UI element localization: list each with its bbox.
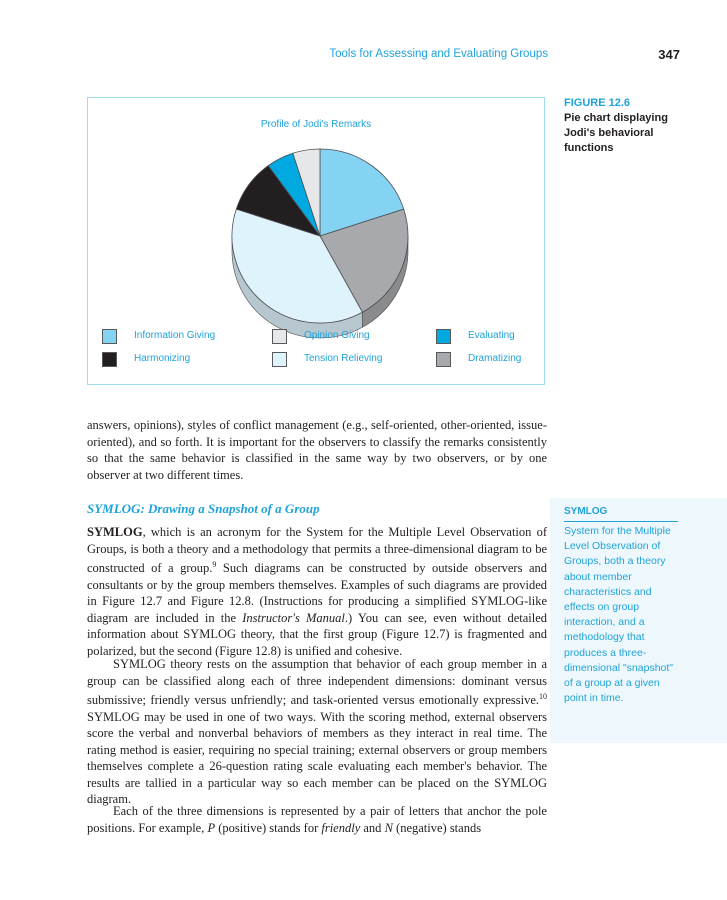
paragraph-symlog-theory [87,656,547,808]
legend-label: Opinion Giving [304,330,370,341]
text: Such diagrams can be constructed by outside observers and consultants or by the group members themselves. Examples of such diagrams are provided in Figure 12.7 and Figure 12.8. (Instructions for producing a simplified SYMLOG-like diagram are included in the [87,561,548,625]
legend-label: Dramatizing [468,353,522,364]
chart-title: Profile of Jodi's Remarks [260,119,372,130]
running-head: Tools for Assessing and Evaluating Groups [329,48,548,60]
legend-swatch [102,352,117,367]
instructors-manual-title: Instructor's Manual [242,610,345,625]
letter-n: N [384,820,393,835]
legend-label: Information Giving [134,330,216,341]
letter-p: P [207,820,216,835]
figure-box [87,97,545,385]
text: .) You can see, even without detailed information about SYMLOG theory, that the first group (Figure 12.7) is fragmented and polarized, but the second (Figure 12.8) is unified and cohesive. [87,610,548,658]
paragraph-symlog-intro [87,524,547,659]
text: Each of the three dimensions is represented by a pair of letters that anchor the pole positions. For example, [87,804,547,835]
figure-caption [564,96,694,156]
section-heading: SYMLOG: Drawing a Snapshot of a Group [87,501,320,516]
term-symlog: SYMLOG [87,525,143,539]
text: (positive) stands for [215,820,322,835]
text: SYMLOG theory rests on the assumption that behavior of each group member in a group can be classified along each of three independent dimensions: dominant versus submissive; friendly versus unfriendly; and task-oriented versus emotionally expressive. [87,657,547,708]
glossary-definition: System for the Multiple Level Observation of Groups, both a theory about member characteristics and effects on group interaction, and a methodology that produces a three-dimensional "snapshot" of a group at a given point in time. [564,525,674,705]
text: and [360,820,385,835]
reference-9: 9 [212,560,217,569]
text: , which is an acronym for the System for the Multiple Level Observation of Groups, is both a theory and a methodology that permits a three-dimensional diagram to be constructed of a group. [87,525,547,576]
glossary-term: SYMLOG [564,506,678,522]
text: (negative) stands [392,820,482,835]
legend-label: Harmonizing [134,353,191,364]
legend-label: Tension Relieving [304,353,383,364]
legend-swatch [436,329,451,344]
figure-caption-text: Pie chart displaying Jodi's behavioral functions [564,112,668,154]
pie-chart [88,98,544,384]
legend-swatch [272,329,287,344]
legend-swatch [102,329,117,344]
paragraph-dimensions [87,803,547,836]
paragraph-conflict: answers, opinions), styles of conflict management (e.g., self-oriented, other-oriented, issue-oriented), and so forth. It is important for the observers to classify the remarks consistently so that the same behavior is classified in the same way by two observers, or by one observer at two different times. [87,418,547,482]
legend-swatch [272,352,287,367]
figure-number: FIGURE 12.6 [564,97,631,109]
text: SYMLOG may be used in one of two ways. With the scoring method, external observers score the verbal and nonverbal behaviors of members as they interact in real time. The rating method is easier, requiring no special training; external observers or group members themselves complete a 26-question rating scale evaluating each member's behavior. The results are tallied in a particular way so each member can be placed on the SYMLOG diagram. [87,709,547,807]
reference-10: 10 [539,692,547,701]
legend-swatch [436,352,451,367]
page-number: 347 [658,47,680,62]
word-friendly: friendly [321,820,361,835]
legend-label: Evaluating [468,330,515,341]
glossary-sidebar [550,498,727,743]
